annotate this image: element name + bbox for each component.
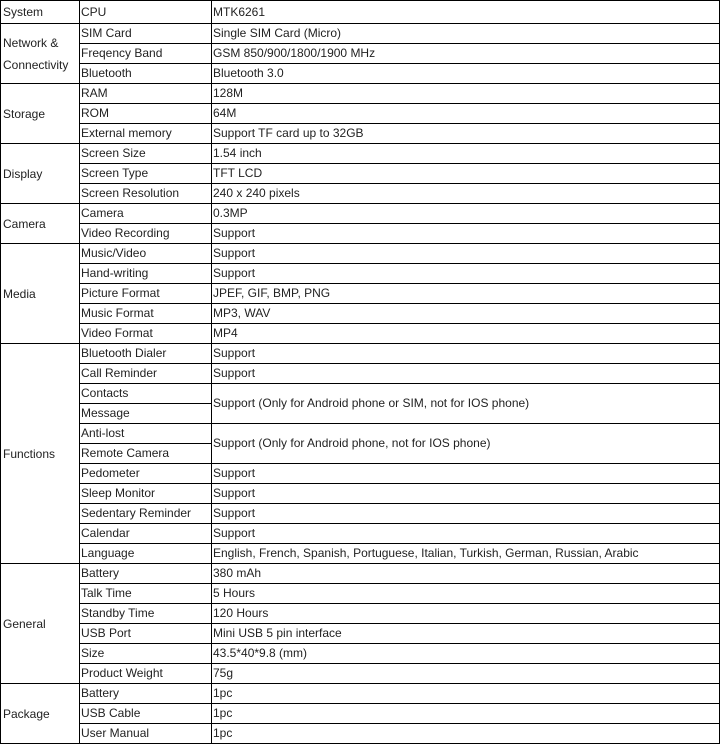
spec-value: 5 Hours xyxy=(212,584,720,604)
spec-row xyxy=(1,224,720,244)
spec-value: English, French, Spanish, Portuguese, Italian, Turkish, German, Russian, Arabic xyxy=(212,544,720,564)
spec-row xyxy=(1,264,720,284)
spec-row xyxy=(1,284,720,304)
spec-row xyxy=(1,524,720,544)
spec-label: Camera xyxy=(80,204,212,224)
spec-row xyxy=(1,584,720,604)
spec-row xyxy=(1,424,720,444)
spec-label: Battery xyxy=(80,564,212,584)
spec-label: USB Port xyxy=(80,624,212,644)
spec-row xyxy=(1,684,720,704)
spec-row xyxy=(1,484,720,504)
spec-label: Music/Video xyxy=(80,244,212,264)
spec-row xyxy=(1,664,720,684)
spec-label: Screen Type xyxy=(80,164,212,184)
spec-value: Support xyxy=(212,364,720,384)
spec-value: Support (Only for Android phone, not for IOS phone) xyxy=(212,424,720,464)
spec-label: Battery xyxy=(80,684,212,704)
spec-label: Call Reminder xyxy=(80,364,212,384)
spec-label: Screen Resolution xyxy=(80,184,212,204)
spec-row xyxy=(1,84,720,104)
spec-row xyxy=(1,184,720,204)
spec-value: Support xyxy=(212,264,720,284)
spec-row xyxy=(1,244,720,264)
spec-label: Picture Format xyxy=(80,284,212,304)
spec-category: General xyxy=(1,564,80,684)
spec-label: Music Format xyxy=(80,304,212,324)
spec-value: Mini USB 5 pin interface xyxy=(212,624,720,644)
spec-value: 1pc xyxy=(212,684,720,704)
spec-row xyxy=(1,324,720,344)
spec-category: Media xyxy=(1,244,80,344)
spec-label: User Manual xyxy=(80,724,212,744)
spec-row xyxy=(1,604,720,624)
spec-value: 120 Hours xyxy=(212,604,720,624)
spec-value: Bluetooth 3.0 xyxy=(212,64,720,84)
spec-row xyxy=(1,704,720,724)
spec-value: 1.54 inch xyxy=(212,144,720,164)
spec-label: Message xyxy=(80,404,212,424)
spec-category: Camera xyxy=(1,204,80,244)
spec-label: Talk Time xyxy=(80,584,212,604)
spec-label: SIM Card xyxy=(80,24,212,44)
spec-label: Screen Size xyxy=(80,144,212,164)
spec-value: 380 mAh xyxy=(212,564,720,584)
spec-category: Display xyxy=(1,144,80,204)
spec-row xyxy=(1,364,720,384)
spec-row xyxy=(1,144,720,164)
spec-value: Support xyxy=(212,524,720,544)
spec-label: ROM xyxy=(80,104,212,124)
spec-value: Support xyxy=(212,464,720,484)
spec-row xyxy=(1,204,720,224)
spec-row xyxy=(1,1,720,24)
spec-row xyxy=(1,44,720,64)
spec-label: Freqency Band xyxy=(80,44,212,64)
spec-label: Size xyxy=(80,644,212,664)
spec-row xyxy=(1,564,720,584)
spec-value: GSM 850/900/1800/1900 MHz xyxy=(212,44,720,64)
spec-label: Anti-lost xyxy=(80,424,212,444)
spec-row xyxy=(1,24,720,44)
spec-value: Support (Only for Android phone or SIM, not for IOS phone) xyxy=(212,384,720,424)
spec-value: 128M xyxy=(212,84,720,104)
spec-label: Bluetooth xyxy=(80,64,212,84)
spec-category: Storage xyxy=(1,84,80,144)
spec-label: External memory xyxy=(80,124,212,144)
spec-row xyxy=(1,164,720,184)
spec-row xyxy=(1,464,720,484)
spec-label: Standby Time xyxy=(80,604,212,624)
spec-label: Language xyxy=(80,544,212,564)
spec-value: 240 x 240 pixels xyxy=(212,184,720,204)
spec-label: Contacts xyxy=(80,384,212,404)
spec-row xyxy=(1,544,720,564)
spec-category: Package xyxy=(1,684,80,744)
spec-value: 1pc xyxy=(212,704,720,724)
spec-value: Single SIM Card (Micro) xyxy=(212,24,720,44)
spec-value: Support xyxy=(212,484,720,504)
spec-label: Hand-writing xyxy=(80,264,212,284)
spec-value: MP4 xyxy=(212,324,720,344)
spec-value: 43.5*40*9.8 (mm) xyxy=(212,644,720,664)
spec-row xyxy=(1,124,720,144)
spec-label: Sleep Monitor xyxy=(80,484,212,504)
spec-value: 0.3MP xyxy=(212,204,720,224)
spec-row xyxy=(1,504,720,524)
spec-table-body xyxy=(1,1,720,744)
spec-row xyxy=(1,644,720,664)
spec-value: MTK6261 xyxy=(212,1,720,24)
spec-value: 75g xyxy=(212,664,720,684)
spec-value: MP3, WAV xyxy=(212,304,720,324)
spec-label: Pedometer xyxy=(80,464,212,484)
spec-value: Support xyxy=(212,504,720,524)
spec-category: Network & Connectivity xyxy=(1,24,80,84)
spec-label: Product Weight xyxy=(80,664,212,684)
spec-label: Sedentary Reminder xyxy=(80,504,212,524)
spec-value: Support xyxy=(212,344,720,364)
spec-row xyxy=(1,64,720,84)
spec-value: TFT LCD xyxy=(212,164,720,184)
spec-row xyxy=(1,104,720,124)
spec-label: CPU xyxy=(80,1,212,24)
spec-row xyxy=(1,384,720,404)
spec-label: RAM xyxy=(80,84,212,104)
spec-row xyxy=(1,344,720,364)
spec-row xyxy=(1,304,720,324)
spec-value: Support TF card up to 32GB xyxy=(212,124,720,144)
spec-row xyxy=(1,724,720,744)
spec-category: Functions xyxy=(1,344,80,564)
spec-value: JPEF, GIF, BMP, PNG xyxy=(212,284,720,304)
spec-value: 64M xyxy=(212,104,720,124)
spec-label: Bluetooth Dialer xyxy=(80,344,212,364)
spec-label: USB Cable xyxy=(80,704,212,724)
spec-label: Remote Camera xyxy=(80,444,212,464)
spec-value: Support xyxy=(212,224,720,244)
spec-category: System xyxy=(1,1,80,24)
spec-row xyxy=(1,624,720,644)
spec-value: 1pc xyxy=(212,724,720,744)
spec-label: Calendar xyxy=(80,524,212,544)
spec-label: Video Format xyxy=(80,324,212,344)
spec-label: Video Recording xyxy=(80,224,212,244)
spec-value: Support xyxy=(212,244,720,264)
